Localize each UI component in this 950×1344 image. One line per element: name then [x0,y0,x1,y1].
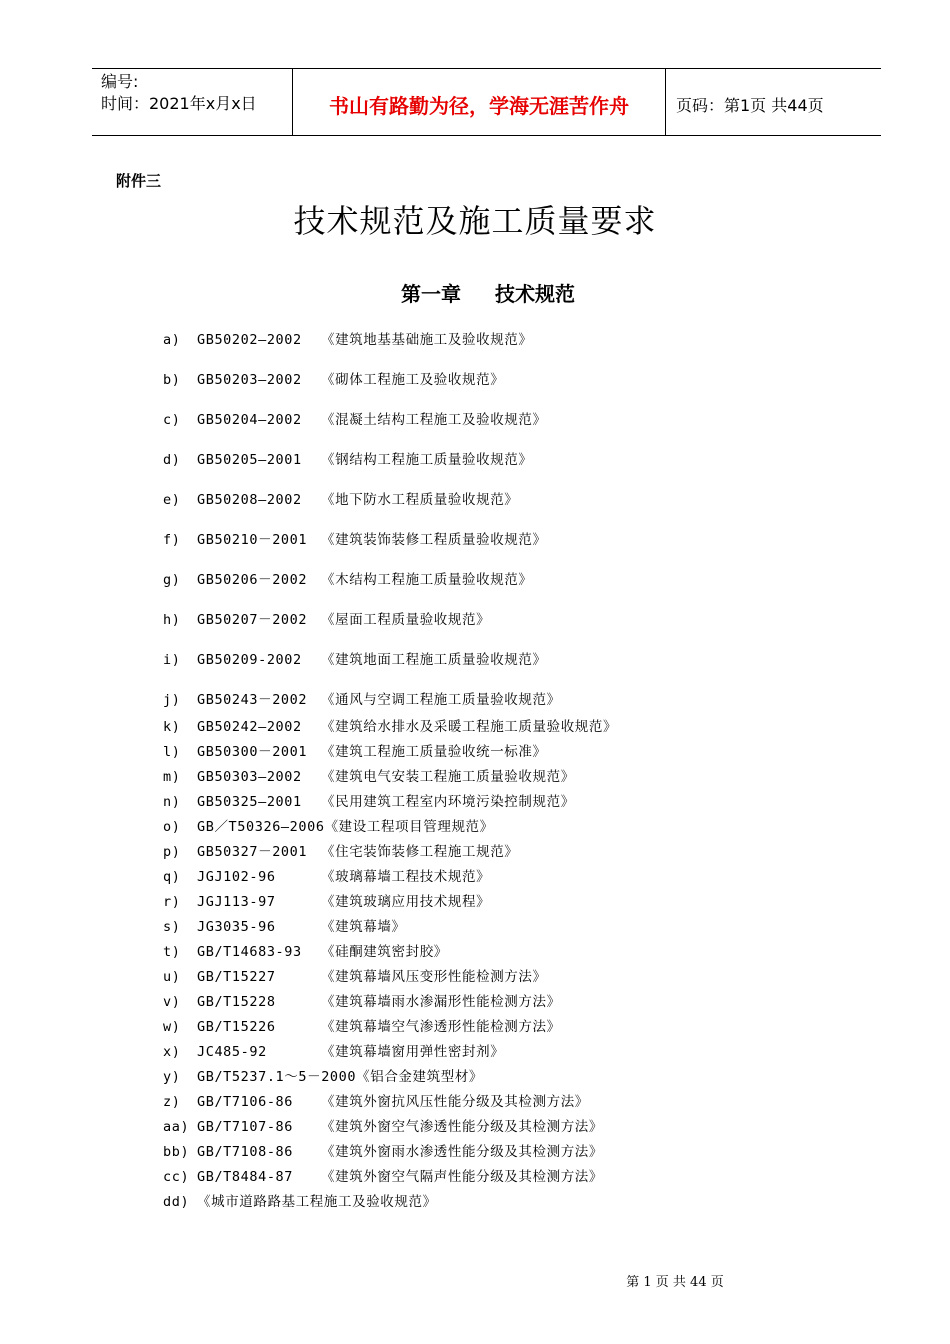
attachment-label: 附件三 [116,172,162,190]
spec-item-name: 《民用建筑工程室内环境污染控制规范》 [321,794,575,810]
spec-item-code: GB50205—2001 [197,452,302,468]
spec-list-item [163,918,406,936]
spec-item-label: l) [163,744,181,760]
spec-item-label: m) [163,769,181,785]
spec-item-code: GB/T15226 [197,1019,276,1035]
spec-item-code: GB50243－2002 [197,692,308,708]
spec-item-code: GB50208—2002 [197,492,302,508]
spec-item-code: GB50210－2001 [197,532,308,548]
spec-list-item [163,1193,437,1211]
spec-item-code: GB50325—2001 [197,794,302,810]
spec-item-name: 《木结构工程施工质量验收规范》 [321,572,533,588]
spec-item-code: GB/T7107-86 [197,1119,294,1135]
spec-item-code: GB50300－2001 [197,744,308,760]
spec-item-name: 《建筑给水排水及采暖工程施工质量验收规范》 [321,719,618,735]
spec-item-name: 《建设工程项目管理规范》 [324,819,494,835]
spec-item-name: 《建筑外窗雨水渗透性能分级及其检测方法》 [321,1144,603,1160]
spec-list-item [163,893,490,911]
spec-list-item [163,993,561,1011]
spec-item-name: 《砌体工程施工及验收规范》 [321,372,505,388]
spec-item-label: q) [163,869,181,885]
spec-item-label: w) [163,1019,181,1035]
spec-item-code: JGJ102-96 [197,869,276,885]
spec-item-label: t) [163,944,181,960]
spec-item-label: b) [163,372,181,388]
spec-list-item [163,651,547,669]
spec-item-label: y) [163,1069,181,1085]
spec-item-label: h) [163,612,181,628]
spec-item-name: 《建筑地基基础施工及验收规范》 [321,332,533,348]
spec-item-name: 《玻璃幕墙工程技术规范》 [321,869,491,885]
spec-item-label: cc) [163,1169,190,1185]
spec-list-item [163,1043,504,1061]
spec-item-code: GB/T7106-86 [197,1094,294,1110]
spec-list-item [163,411,547,429]
spec-list-item [163,843,518,861]
spec-item-name: 《建筑外窗抗风压性能分级及其检测方法》 [321,1094,589,1110]
spec-item-name: 《建筑工程施工质量验收统一标准》 [321,744,547,760]
header-left-cell [92,69,293,135]
spec-item-code: GB50242—2002 [197,719,302,735]
spec-list-item [163,743,547,761]
spec-item-code: GB50207－2002 [197,612,308,628]
spec-item-name: 《建筑幕墙》 [321,919,406,935]
spec-item-label: f) [163,532,181,548]
spec-item-code: GB50203—2002 [197,372,302,388]
spec-list-item [163,1168,603,1186]
spec-item-label: o) [163,819,181,835]
chapter-heading [0,278,950,307]
spec-list-item [163,718,617,736]
spec-item-name: 《混凝土结构工程施工及验收规范》 [321,412,547,428]
spec-list-item [163,331,533,349]
spec-item-name: 《城市道路路基工程施工及验收规范》 [197,1194,437,1210]
spec-list-item [163,868,490,886]
spec-item-label: g) [163,572,181,588]
spec-list-item [163,451,533,469]
spec-list-item [163,611,490,629]
spec-item-code: GB50204—2002 [197,412,302,428]
spec-item-name: 《建筑地面工程施工质量验收规范》 [321,652,547,668]
spec-list-item [163,793,575,811]
spec-item-code: GB/T8484-87 [197,1169,294,1185]
spec-item-label: e) [163,492,181,508]
spec-item-label: c) [163,412,181,428]
spec-list-item [163,818,494,836]
spec-item-code: GB50206－2002 [197,572,308,588]
spec-list-item [163,1018,561,1036]
spec-item-label: z) [163,1094,181,1110]
spec-item-label: j) [163,692,181,708]
spec-item-label: r) [163,894,181,910]
spec-item-name: 《硅酮建筑密封胶》 [321,944,448,960]
spec-item-code: GB50202—2002 [197,332,302,348]
spec-item-name: 《屋面工程质量验收规范》 [321,612,491,628]
header-page-label: 页码：第1页 共44页 [676,95,824,115]
spec-item-label: x) [163,1044,181,1060]
page-header [92,68,881,136]
chapter-number: 第一章 [401,282,461,306]
spec-item-name: 《建筑幕墙雨水渗漏形性能检测方法》 [321,994,561,1010]
spec-item-code: GB50327－2001 [197,844,308,860]
spec-item-code: GB/T14683-93 [197,944,302,960]
spec-list-item [163,1068,483,1086]
spec-list-item [163,968,547,986]
spec-list-item [163,371,504,389]
spec-item-code: GB/T15227 [197,969,276,985]
spec-item-code: GB/T15228 [197,994,276,1010]
spec-item-name: 《通风与空调工程施工质量验收规范》 [321,692,561,708]
spec-list-item [163,1143,603,1161]
spec-item-name: 《建筑玻璃应用技术规程》 [321,894,491,910]
spec-item-label: i) [163,652,181,668]
document-title: 技术规范及施工质量要求 [293,202,657,240]
spec-item-name: 《铝合金建筑型材》 [356,1069,484,1085]
spec-list-item [163,1118,603,1136]
spec-item-name: 《住宅装饰装修工程施工规范》 [321,844,519,860]
spec-item-label: k) [163,719,181,735]
spec-item-code: GB50303—2002 [197,769,302,785]
document-number-label: 编号: [101,72,139,91]
spec-list-item [163,691,561,709]
spec-item-code: GB/T7108-86 [197,1144,294,1160]
document-time-label: 时间：2021年x月x日 [101,94,257,113]
spec-item-code: JGJ113-97 [197,894,276,910]
spec-item-name: 《建筑装饰装修工程质量验收规范》 [321,532,547,548]
spec-item-code: GB/T5237.1～5－2000 [197,1069,357,1085]
spec-item-label: p) [163,844,181,860]
chapter-name: 技术规范 [495,282,575,306]
spec-item-name: 《钢结构工程施工质量验收规范》 [321,452,533,468]
spec-item-name: 《建筑幕墙风压变形性能检测方法》 [321,969,547,985]
spec-item-label: u) [163,969,181,985]
spec-list-item [163,1093,589,1111]
spec-item-label: d) [163,452,181,468]
spec-list-item [163,531,547,549]
spec-list-item [163,491,518,509]
header-motto: 书山有路勤为径，学海无涯苦作舟 [293,69,666,135]
spec-item-name: 《建筑幕墙空气渗透形性能检测方法》 [321,1019,561,1035]
spec-item-code: JG3035-96 [197,919,276,935]
spec-item-label: aa) [163,1119,190,1135]
spec-item-label: dd) [163,1194,190,1210]
spec-item-label: s) [163,919,181,935]
spec-item-label: n) [163,794,181,810]
spec-item-label: a) [163,332,181,348]
spec-list-item [163,768,575,786]
spec-item-code: GB／T50326—2006 [197,819,325,835]
spec-item-label: bb) [163,1144,190,1160]
spec-item-name: 《建筑电气安装工程施工质量验收规范》 [321,769,575,785]
spec-item-label: v) [163,994,181,1010]
spec-item-code: GB50209-2002 [197,652,302,668]
spec-item-name: 《地下防水工程质量验收规范》 [321,492,519,508]
spec-item-code: JC485-92 [197,1044,267,1060]
spec-item-name: 《建筑外窗空气渗透性能分级及其检测方法》 [321,1119,603,1135]
spec-list-item [163,943,448,961]
spec-item-name: 《建筑幕墙窗用弹性密封剂》 [321,1044,505,1060]
spec-list-item [163,571,533,589]
page-footer: 第 1 页 共 44 页 [626,1275,724,1290]
spec-item-name: 《建筑外窗空气隔声性能分级及其检测方法》 [321,1169,603,1185]
